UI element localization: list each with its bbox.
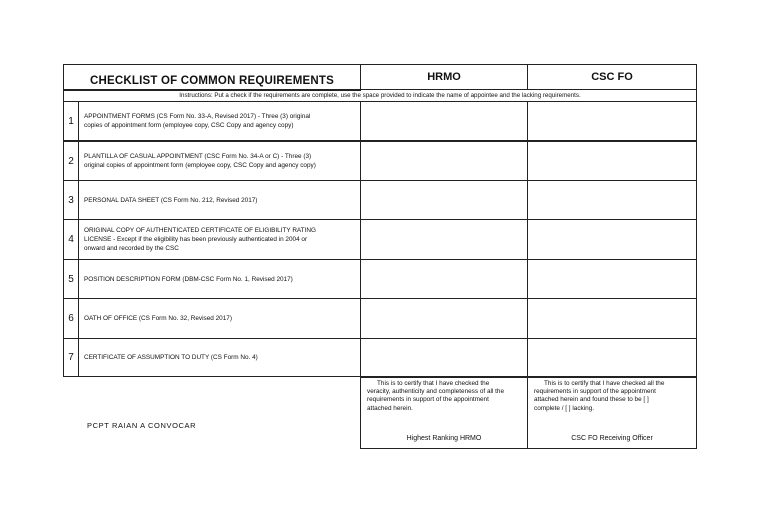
requirement-text-line: PERSONAL DATA SHEET (CS Form No. 212, Revised 2017) [84, 196, 258, 204]
hrmo-header-text: HRMO [427, 71, 461, 83]
hrmo-check-cell [360, 338, 528, 377]
requirement-number-text: 1 [68, 115, 74, 127]
cscfo-check-cell [527, 141, 697, 181]
requirement-number-text: 5 [68, 273, 74, 285]
requirement-description [78, 180, 361, 220]
hrmo-check-cell [360, 101, 528, 141]
hrmo-column-header [360, 64, 528, 90]
hrmo-check-cell [360, 219, 528, 260]
hrmo-check-cell [360, 259, 528, 299]
requirement-number-text: 4 [68, 234, 74, 245]
cscfo-check-cell [527, 338, 697, 377]
cscfo-header-text: CSC FO [591, 71, 633, 83]
hrmo-check-cell [360, 141, 528, 181]
requirement-description [78, 141, 361, 181]
requirement-text-line: LICENSE - Except if the eligibility has been previously authenticated in 2004 or [84, 236, 308, 243]
prepared-by-name: PCPT RAIAN A CONVOCAR [87, 421, 197, 430]
requirement-number-text: 6 [68, 313, 74, 324]
requirement-text [84, 353, 258, 362]
checklist-title-text: CHECKLIST OF COMMON REQUIREMENTS [89, 74, 335, 87]
requirement-text [84, 152, 316, 170]
requirement-text-line: original copies of appointment form (employee copy, CSC Copy and agency copy) [84, 162, 316, 169]
cscfo-certification-box [527, 377, 697, 449]
cscfo-cert-line: requirements in support of the appointment [534, 388, 656, 396]
cscfo-check-cell [527, 219, 697, 260]
hrmo-cert-line: attached herein. [367, 404, 413, 412]
requirement-text-line: CERTIFICATE OF ASSUMPTION TO DUTY (CS Form No. 4) [84, 354, 258, 361]
checklist-title [63, 64, 361, 91]
instructions-text: Instructions: Put a check if the requirements are complete, use the space provided to indicate the name of appointee and the lacking requirements. [179, 92, 581, 99]
requirement-number-text: 2 [68, 155, 74, 167]
cscfo-check-cell [527, 298, 697, 339]
cscfo-check-cell [527, 259, 697, 299]
requirement-text-line: POSITION DESCRIPTION FORM (DBM-CSC Form No. 1, Revised 2017) [84, 275, 293, 283]
requirement-text-line: OATH OF OFFICE (CS Form No. 32, Revised 2017) [84, 315, 232, 322]
requirement-description [78, 101, 361, 141]
requirement-description [78, 259, 361, 299]
requirement-text-line: PLANTILLA OF CASUAL APPOINTMENT (CSC Form No. 34-A or C) - Three (3) [84, 153, 312, 160]
requirement-text [84, 196, 257, 205]
cscfo-column-header [527, 64, 697, 90]
hrmo-check-cell [360, 180, 528, 220]
requirement-number [63, 338, 79, 377]
hrmo-certification-text [361, 378, 527, 413]
cscfo-cert-line: This is to certify that I have checked all the [544, 380, 665, 387]
hrmo-cert-line: requirements in support of the appointment [367, 396, 489, 404]
requirement-text [84, 112, 310, 130]
hrmo-signatory-label: Highest Ranking HRMO [406, 435, 482, 442]
requirement-text [84, 314, 232, 323]
requirement-number [63, 180, 79, 220]
requirement-text [84, 275, 293, 284]
requirement-text-line: onward and recorded by the CSC [84, 245, 179, 252]
hrmo-cert-line: veracity, authenticity and completeness of all the [367, 388, 504, 396]
requirement-number [63, 219, 79, 260]
cscfo-check-cell [527, 101, 697, 141]
requirement-text-line: copies of appointment form (employee copy, CSC Copy and agency copy) [84, 122, 294, 129]
requirement-number [63, 259, 79, 299]
requirement-description [78, 219, 361, 260]
hrmo-cert-line: This is to certify that I have checked the [377, 380, 490, 387]
hrmo-certification-box [360, 377, 528, 449]
requirement-description [78, 298, 361, 339]
requirement-number-text: 7 [68, 352, 74, 363]
cscfo-check-cell [527, 180, 697, 220]
cscfo-signatory-label: CSC FO Receiving Officer [571, 435, 653, 442]
requirement-number [63, 101, 79, 141]
cscfo-cert-line: complete / [ ] lacking. [534, 404, 595, 412]
requirement-number [63, 141, 79, 181]
hrmo-check-cell [360, 298, 528, 339]
requirement-description [78, 338, 361, 377]
requirement-text-line: ORIGINAL COPY OF AUTHENTICATED CERTIFICATE OF ELIGIBILITY RATING [84, 227, 316, 234]
cscfo-cert-line: attached herein and found these to be [ ] [534, 396, 649, 404]
requirement-number [63, 298, 79, 339]
requirement-text [84, 226, 316, 253]
requirement-text-line: APPOINTMENT FORMS (CS Form No. 33-A, Revised 2017) - Three (3) original [84, 113, 311, 120]
requirement-number-text: 3 [68, 194, 74, 206]
cscfo-certification-text [528, 378, 696, 413]
